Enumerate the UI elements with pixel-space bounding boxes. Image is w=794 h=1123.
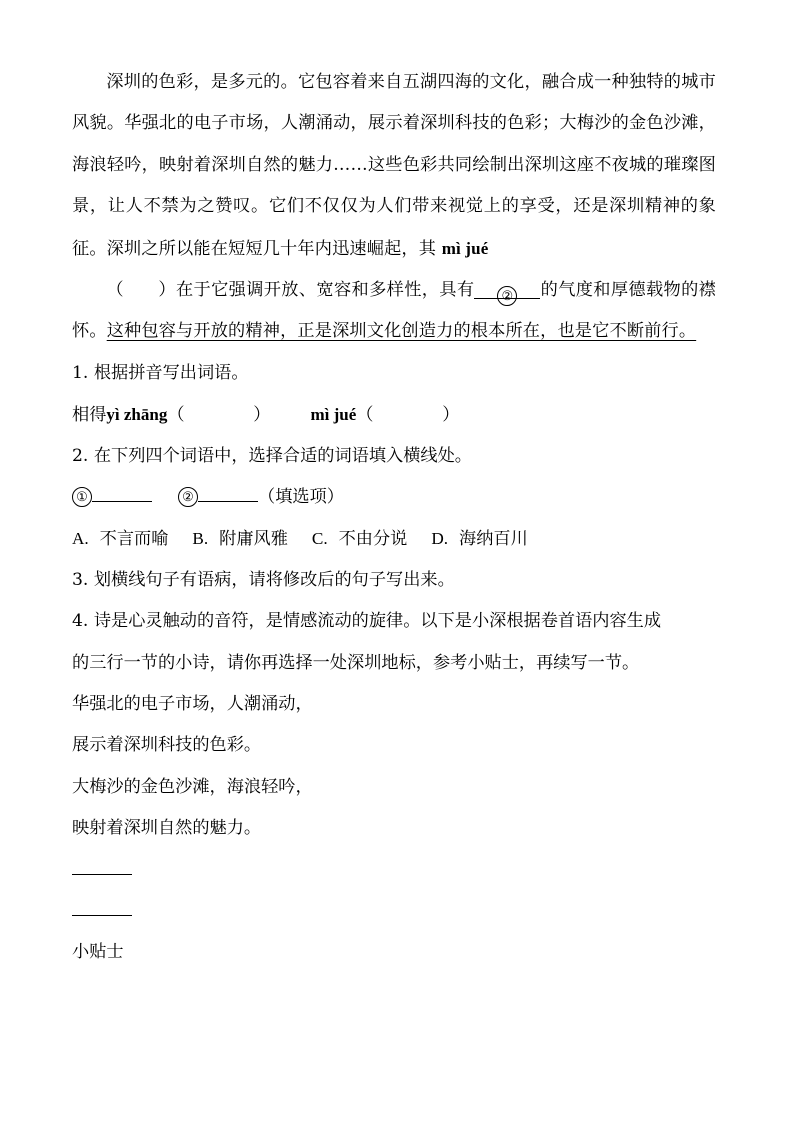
question-4-title-line1: 4. 诗是心灵触动的音符，是情感流动的旋律。以下是小深根据卷首语内容生成 (72, 611, 662, 632)
poem-line-4: 映射着深圳自然的魅力。 (72, 818, 262, 839)
poem-line-2: 展示着深圳科技的色彩。 (72, 735, 262, 756)
tip-label: 小贴士 (72, 942, 124, 963)
option-a[interactable]: A. 不言而喻 (72, 529, 169, 550)
question-2-options (72, 518, 716, 559)
poem-answer-line-2[interactable] (72, 891, 716, 932)
option-c[interactable]: C. 不由分说 (311, 529, 408, 550)
passage-blank-2[interactable] (474, 276, 540, 304)
poem-answer-blank-1[interactable] (72, 852, 132, 875)
q1-item2-answer[interactable]: （ ） (356, 405, 460, 426)
question-1-items (72, 394, 716, 435)
passage-answer-paren: （ ） (106, 280, 176, 301)
circled-number-2: ② (497, 286, 517, 306)
q2-note: （填选项） (258, 487, 344, 508)
q1-item1-answer[interactable]: （ ） (167, 405, 271, 426)
poem-line-3: 大梅沙的金色沙滩，海浪轻吟， (72, 776, 313, 797)
poem-line-1: 华强北的电子市场，人潮涌动， (72, 693, 313, 714)
poem-answer-blank-2[interactable] (72, 893, 132, 916)
passage-pinyin-mijue: mì jué (441, 238, 489, 258)
question-4-title-line2: 的三行一节的小诗，请你再选择一处深圳地标，参考小贴士，再续写一节。 (72, 652, 640, 673)
question-3-title: 3. 划横线句子有语病，请将修改后的句子写出来。 (72, 569, 455, 590)
q1-item1-pinyin: yì zhāng (106, 405, 168, 425)
passage-text-part3: 的气度和厚德载物的襟怀。 (72, 280, 716, 342)
passage-paragraph (72, 62, 716, 353)
poem-answer-line-1[interactable] (72, 850, 716, 891)
q2-blank-2[interactable] (198, 479, 258, 502)
question-2-blanks (72, 477, 716, 518)
question-1-title: 1. 根据拼音写出词语。 (72, 362, 249, 383)
option-d[interactable]: D. 海纳百川 (431, 529, 528, 550)
q1-item2-pinyin: mì jué (310, 405, 357, 425)
circled-number-1: ① (72, 487, 92, 507)
passage-text-part2: 在于它强调开放、宽容和多样性，具有 (175, 280, 475, 301)
passage-text-part1: 深圳的色彩，是多元的。它包容着来自五湖四海的文化，融合成一种独特的城市风貌。华强北的电子市场，人潮涌动，展示着深圳科技的色彩；大梅沙的金色沙滩，海浪轻吟，映射着深圳自然的魅力……这些色彩共同绘制出深圳这座不夜城的璀璨图景，让人不禁为之赞叹。它们不仅仅为人们带来视觉上的享受，还是深圳精神的象征。深圳之所以能在短短几十年内迅速崛起，其 (72, 72, 716, 259)
option-b[interactable]: B. 附庸风雅 (192, 529, 288, 550)
question-2-title: 2. 在下列四个词语中，选择合适的词语填入横线处。 (72, 445, 472, 466)
q1-item1-prefix: 相得 (72, 405, 107, 426)
passage-underlined-sentence: 这种包容与开放的精神，正是深圳文化创造力的根本所在，也是它不断前行。 (106, 321, 697, 342)
circled-number-2: ② (178, 487, 198, 507)
q2-blank-1[interactable] (92, 479, 152, 502)
